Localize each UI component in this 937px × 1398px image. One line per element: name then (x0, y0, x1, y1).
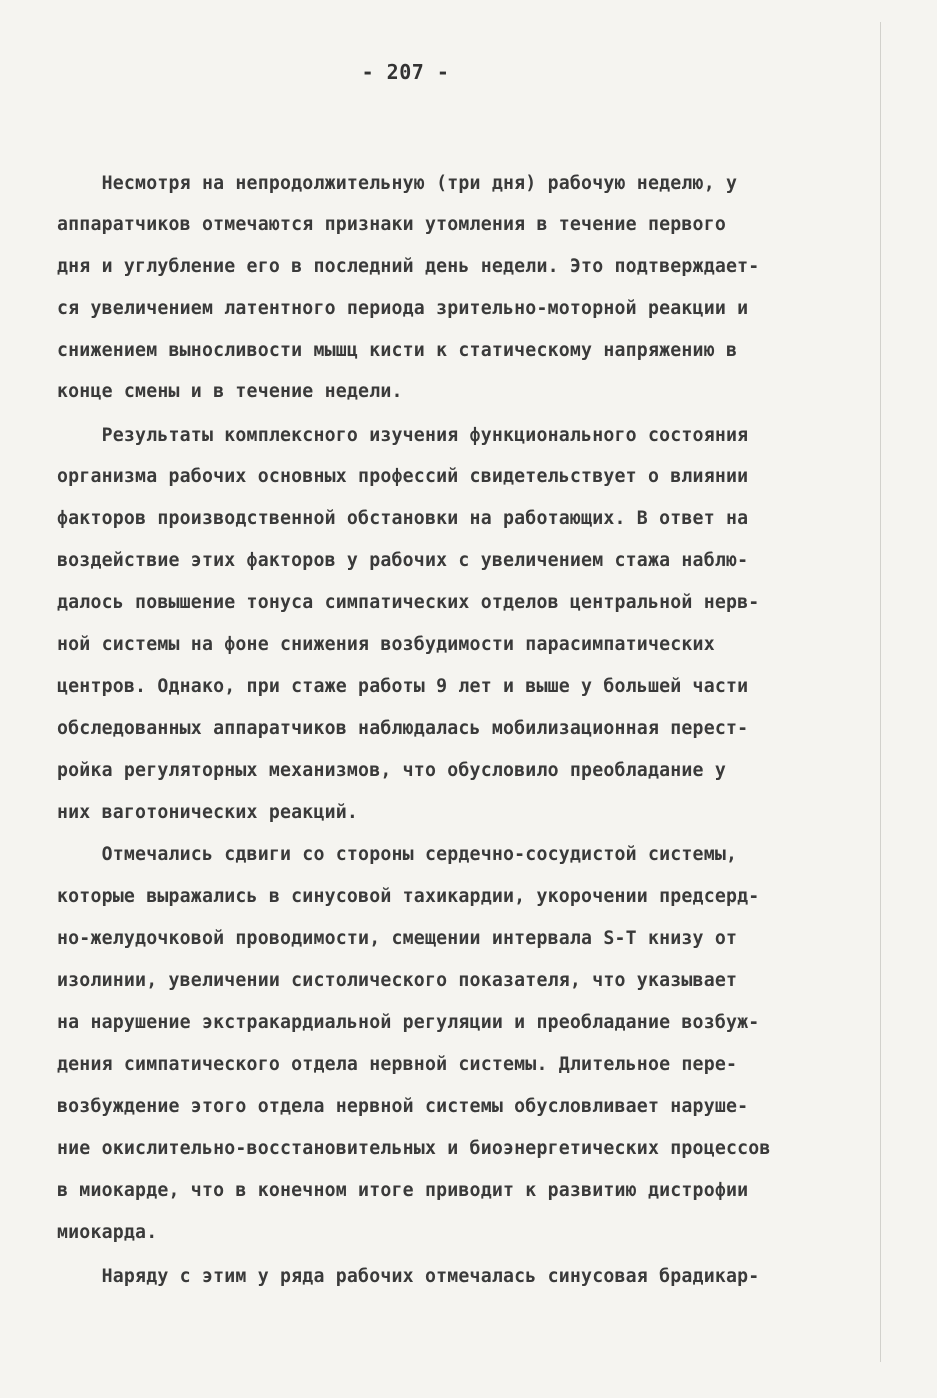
text-line: них ваготонических реакций. (57, 802, 359, 823)
text-line: дения симпатического отдела нервной системы. Длительное пере- (57, 1054, 738, 1075)
text-line: которые выражались в синусовой тахикардии, укорочении предсерд- (57, 886, 760, 907)
text-line: ной системы на фоне снижения возбудимости парасимпатических (57, 634, 715, 655)
text-line: обследованных аппаратчиков наблюдалась мобилизационная перест- (57, 718, 749, 739)
page-number: - 207 - (361, 60, 450, 84)
text-line: воздействие этих факторов у рабочих с увеличением стажа наблю- (57, 550, 749, 571)
text-line: дня и углубление его в последний день недели. Это подтверждает- (57, 256, 760, 277)
text-line: аппаратчиков отмечаются признаки утомления в течение первого (57, 214, 726, 235)
text-line: центров. Однако, при стаже работы 9 лет и выше у большей части (57, 676, 749, 697)
text-line: ние окислительно-восстановительных и биоэнергетических процессов (57, 1138, 771, 1159)
text-line: в миокарде, что в конечном итоге приводит к развитию дистрофии (57, 1180, 749, 1201)
text-line: Наряду с этим у ряда рабочих отмечалась синусовая брадикар- (57, 1266, 760, 1287)
text-line: но-желудочковой проводимости, смещении интервала S-T книзу от (57, 928, 738, 949)
text-line: возбуждение этого отдела нервной системы обусловливает наруше- (57, 1096, 749, 1117)
text-line: миокарда. (57, 1222, 158, 1243)
text-line: ройка регуляторных механизмов, что обусловило преобладание у (57, 760, 726, 781)
page-edge-line (880, 22, 881, 1362)
text-line: конце смены и в течение недели. (57, 381, 403, 402)
text-line: Несмотря на непродолжительную (три дня) рабочую неделю, у (57, 173, 738, 194)
text-line: факторов производственной обстановки на работающих. В ответ на (57, 508, 749, 529)
text-line: организма рабочих основных профессий свидетельствует о влиянии (57, 466, 749, 487)
text-line: снижением выносливости мышц кисти к статическому напряжению в (57, 340, 738, 361)
text-line: изолинии, увеличении систолического показателя, что указывает (57, 970, 738, 991)
text-line: ся увеличением латентного периода зрительно-моторной реакции и (57, 298, 749, 319)
text-line: далось повышение тонуса симпатических отделов центральной нерв- (57, 592, 760, 613)
text-line: Отмечались сдвиги со стороны сердечно-сосудистой системы, (57, 844, 738, 865)
text-line: на нарушение экстракардиальной регуляции и преобладание возбуж- (57, 1012, 760, 1033)
text-line: Результаты комплексного изучения функционального состояния (57, 425, 749, 446)
